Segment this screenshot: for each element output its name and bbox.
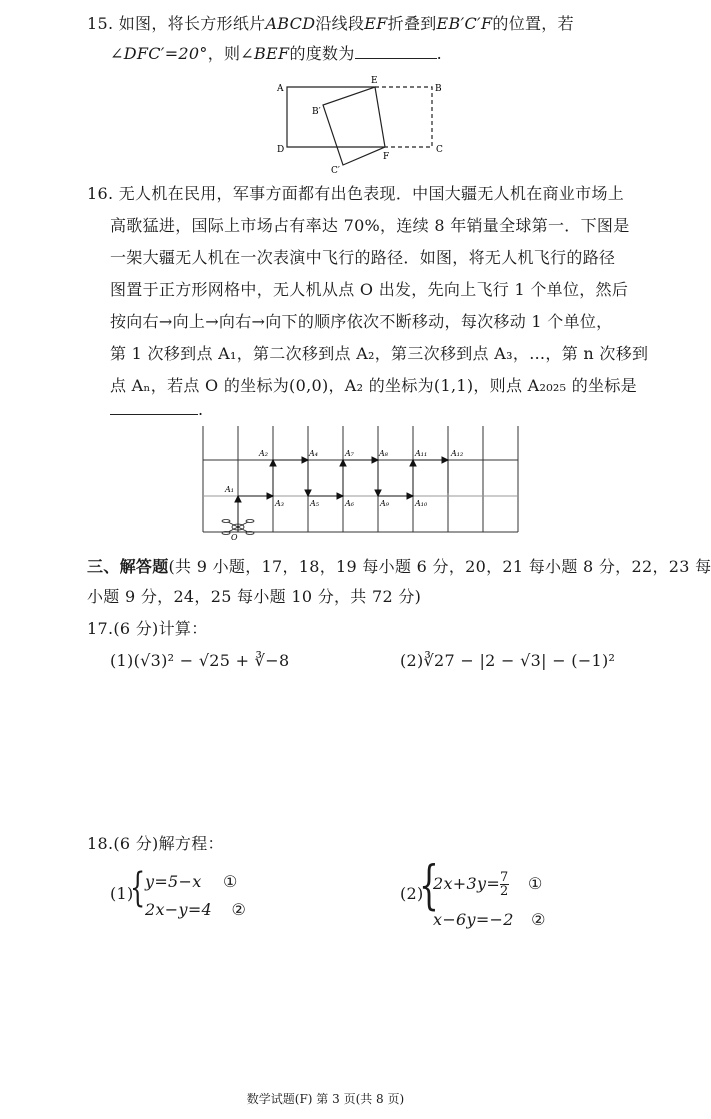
label-A6: A₆ [345, 499, 354, 508]
q18-part2-eq1: 2x+3y= $\frac{7}{2}$ ① [433, 870, 543, 899]
label-E: E [371, 76, 378, 86]
label-A5: A₅ [310, 499, 319, 508]
q15-line2: ∠DFC′=20°，则∠BEF的度数为 . [110, 44, 443, 63]
rect-solid [287, 87, 385, 147]
q18-part2-label: (2) [400, 884, 424, 903]
label-B-prime: B′ [312, 107, 321, 117]
q15-line1: 15. 如图，将长方形纸片ABCD沿线段EF折叠到EB′C′F的位置，若 [87, 14, 574, 33]
q15-answer-blank[interactable] [355, 44, 437, 59]
label-D: D [277, 145, 285, 155]
q16-line3: 一架大疆无人机在一次表演中飞行的路径．如图，将无人机飞行的路径 [110, 248, 616, 267]
q18-part1-brace: { [130, 865, 146, 911]
label-A11: A₁₁ [415, 449, 428, 458]
label-A10: A₁₀ [415, 499, 428, 508]
q18-part2-brace: { [419, 856, 439, 916]
label-C: C [436, 145, 443, 155]
section3-line2: 小题 9 分，24，25 每小题 10 分，共 72 分) [87, 587, 422, 606]
label-A12: A₁₂ [451, 449, 464, 458]
q15-number: 15. [87, 14, 114, 33]
label-B: B [435, 84, 442, 94]
label-A1: A₁ [225, 485, 234, 494]
fraction-7-2: $\frac{7}{2}$ [500, 870, 509, 899]
q16-line2: 高歌猛进，国际上市场占有率达 70%，连续 8 年销量全球第一．下图是 [110, 216, 630, 235]
q16-line7: 点 Aₙ，若点 O 的坐标为(0,0)，A₂ 的坐标为(1,1)，则点 A₂₀₂₅ 的坐标是 [110, 376, 637, 395]
label-A2: A₂ [259, 449, 268, 458]
label-A9: A₉ [380, 499, 389, 508]
section3-title: 三、解答题 [87, 557, 169, 576]
q17-part2: (2)∛27 − |2 − √3| − (−1)² [400, 651, 616, 670]
q15-figure [265, 75, 455, 175]
q18-part2-eq2: x−6y=−2 ② [433, 910, 546, 929]
label-A: A [277, 84, 284, 94]
q18-part1-label: (1) [110, 884, 134, 903]
label-A7: A₇ [345, 449, 354, 458]
q16-line8: . [110, 400, 203, 420]
folded-quad [323, 87, 385, 165]
label-C-prime: C′ [331, 166, 340, 176]
page-footer: 数学试题(F) 第 3 页(共 8 页) [246, 1092, 405, 1106]
label-F: F [383, 152, 390, 162]
q18-part1-eq2: 2x−y=4 ② [145, 900, 247, 919]
q16-line6: 第 1 次移到点 A₁，第二次移到点 A₂，第三次移到点 A₃，…，第 n 次移到 [110, 344, 649, 363]
q18-part1-eq1: y=5−x ① [145, 872, 238, 891]
label-A3: A₃ [275, 499, 284, 508]
q16-grid-figure [195, 422, 525, 542]
q18-header: 18.(6 分)解方程： [87, 834, 224, 853]
q16-line5: 按向右→向上→向右→向下的顺序依次不断移动，每次移动 1 个单位， [110, 312, 613, 331]
q17-header: 17.(6 分)计算： [87, 619, 208, 638]
q16-number: 16. [87, 184, 114, 203]
q17-part1: (1)(√3)² − √25 + ∛−8 [110, 651, 290, 670]
label-O: O [231, 533, 238, 542]
label-A4: A₄ [309, 449, 318, 458]
q16-line1: 16. 无人机在民用，军事方面都有出色表现．中国大疆无人机在商业市场上 [87, 184, 625, 203]
q16-line4: 图置于正方形网格中，无人机从点 O 出发，先向上飞行 1 个单位，然后 [110, 280, 629, 299]
q16-answer-blank[interactable] [110, 400, 198, 415]
label-A8: A₈ [379, 449, 388, 458]
section3-line1: 三、解答题(共 9 小题，17，18，19 每小题 6 分，20，21 每小题 8 分，22，23 每 [87, 557, 711, 576]
